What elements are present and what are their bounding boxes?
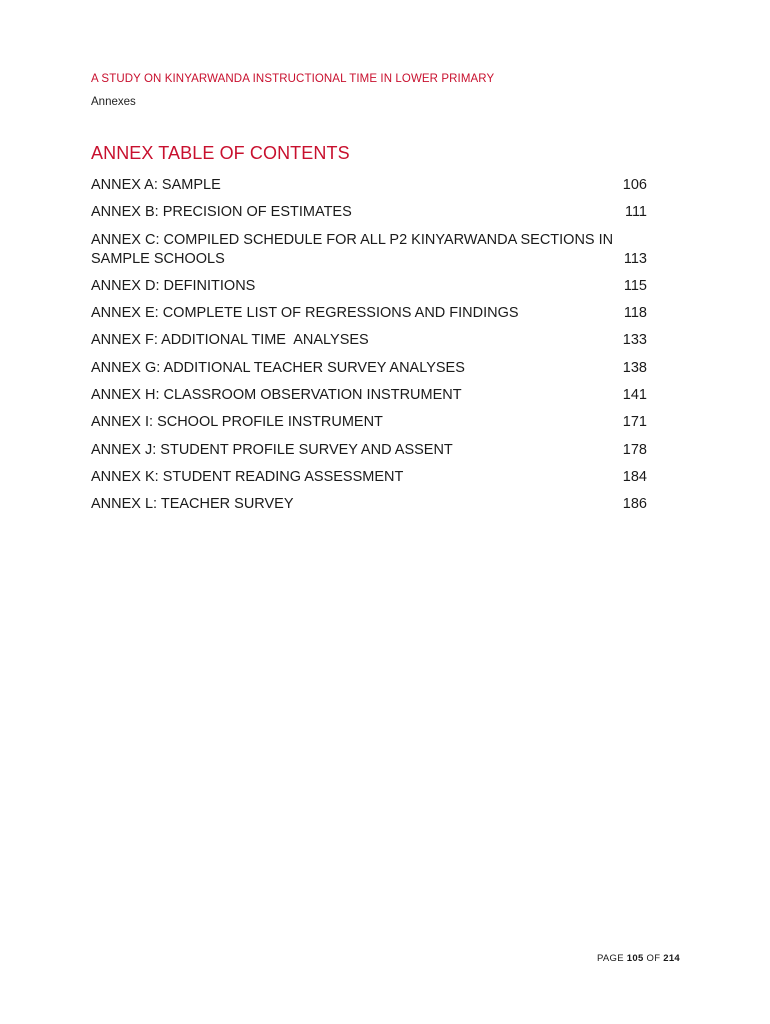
- footer-page-prefix: PAGE: [596, 953, 627, 964]
- toc-entry-title-line1: ANNEX C: COMPILED SCHEDULE FOR ALL P2 KINYARWANDA SECTIONS IN: [91, 231, 614, 248]
- footer-page-current: 105: [626, 953, 644, 964]
- toc-entry-title: ANNEX E: COMPLETE LIST OF REGRESSIONS AND FINDINGS: [91, 305, 519, 322]
- toc-entry-annex-j[interactable]: [91, 441, 647, 460]
- toc-entry-annex-b[interactable]: [91, 203, 647, 222]
- toc-entry-page: 184: [622, 468, 647, 485]
- toc-entry-annex-h[interactable]: [91, 386, 647, 405]
- footer-page-of: OF: [643, 953, 664, 964]
- toc-entry-title: ANNEX J: STUDENT PROFILE SURVEY AND ASSENT: [91, 441, 453, 458]
- toc-entry-annex-i[interactable]: [91, 413, 647, 432]
- toc-entry-page: 141: [622, 387, 647, 404]
- toc-entry-annex-g[interactable]: [91, 359, 647, 378]
- toc-entry-page: 111: [624, 204, 647, 221]
- toc-entry-annex-l[interactable]: [91, 495, 647, 514]
- toc-entry-annex-a[interactable]: [91, 176, 647, 195]
- page-footer: [0, 953, 680, 964]
- toc-entry-page: 178: [622, 441, 647, 458]
- toc-entry-page: 113: [623, 250, 647, 267]
- toc-entry-title: ANNEX H: CLASSROOM OBSERVATION INSTRUMENT: [91, 387, 462, 404]
- toc-entry-annex-c[interactable]: [91, 231, 647, 269]
- toc-list: [91, 176, 647, 523]
- footer-page-total: 214: [663, 953, 680, 964]
- toc-entry-title: ANNEX B: PRECISION OF ESTIMATES: [91, 204, 352, 221]
- toc-entry-page: 186: [622, 496, 647, 513]
- toc-entry-title: ANNEX K: STUDENT READING ASSESSMENT: [91, 468, 404, 485]
- toc-entry-title: ANNEX L: TEACHER SURVEY: [91, 496, 294, 513]
- toc-entry-title: ANNEX A: SAMPLE: [91, 177, 221, 193]
- toc-entry-page: 115: [623, 277, 647, 294]
- toc-entry-annex-k[interactable]: [91, 468, 647, 487]
- toc-entry-page: 118: [623, 305, 647, 322]
- toc-entry-page: 133: [622, 332, 647, 349]
- section-label: Annexes: [91, 96, 136, 108]
- toc-entry-title: ANNEX I: SCHOOL PROFILE INSTRUMENT: [91, 414, 383, 431]
- toc-entry-page: 171: [622, 414, 647, 431]
- toc-entry-annex-e[interactable]: [91, 304, 647, 323]
- toc-entry-title: ANNEX D: DEFINITIONS: [91, 277, 256, 294]
- toc-entry-annex-f[interactable]: [91, 331, 647, 350]
- running-header: A STUDY ON KINYARWANDA INSTRUCTIONAL TIME IN LOWER PRIMARY: [91, 73, 495, 85]
- toc-entry-page: 106: [622, 177, 647, 193]
- toc-heading: ANNEX TABLE OF CONTENTS: [91, 143, 350, 163]
- toc-entry-page: 138: [622, 359, 647, 376]
- toc-entry-title-line2: SAMPLE SCHOOLS: [91, 250, 225, 267]
- toc-entry-title: ANNEX G: ADDITIONAL TEACHER SURVEY ANALYSES: [91, 359, 465, 376]
- toc-entry-title: ANNEX F: ADDITIONAL TIME ANALYSES: [91, 332, 369, 349]
- toc-entry-annex-d[interactable]: [91, 277, 647, 296]
